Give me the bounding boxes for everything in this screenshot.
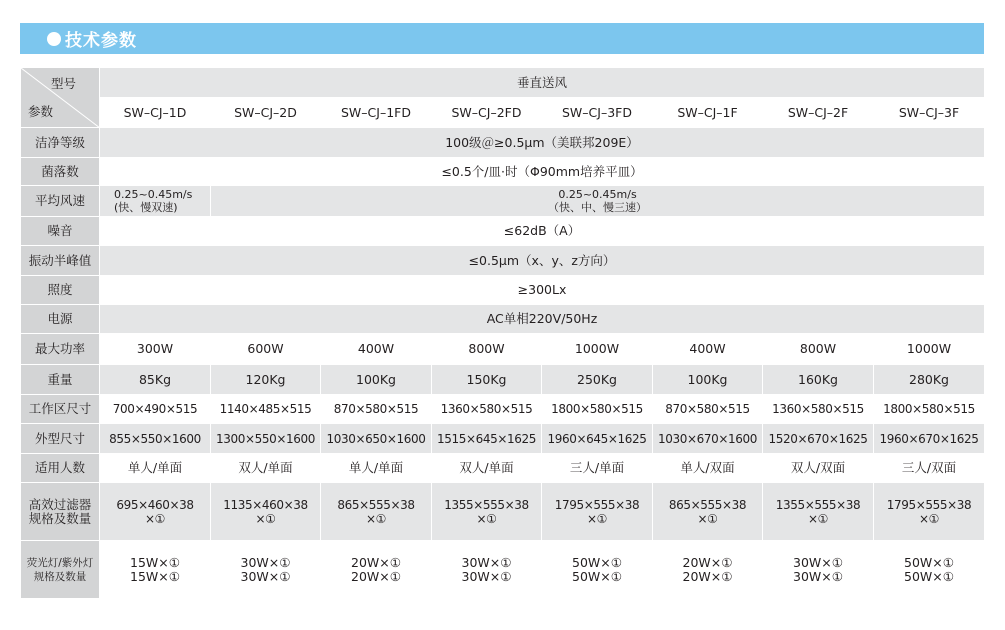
row-label	[21, 483, 100, 541]
illumination-value: ≥300Lx	[100, 276, 985, 305]
row-label: 菌落数	[21, 158, 100, 186]
weight-cell: 150Kg	[432, 365, 542, 395]
table-row	[21, 334, 985, 365]
fluorescent-lamp: 15W×①	[130, 554, 180, 570]
hepa-qty: ×①	[476, 511, 497, 526]
table-row	[21, 395, 985, 424]
max-power-cell: 1000W	[874, 334, 985, 365]
max-power-cell: 600W	[211, 334, 321, 365]
lamps-cell	[100, 541, 211, 599]
users-cell: 三人/双面	[874, 454, 985, 483]
max-power-cell: 300W	[100, 334, 211, 365]
table-row	[21, 217, 985, 246]
hepa-qty: ×①	[365, 511, 386, 526]
row-label: 照度	[21, 276, 100, 305]
model-cell: SW–CJ–1FD	[321, 98, 432, 128]
hepa-label-line1: 高效过滤器	[28, 496, 92, 512]
section-title: 技术参数	[65, 31, 137, 51]
weight-cell: 100Kg	[321, 365, 432, 395]
outer-size-cell: 855×550×1600	[100, 424, 211, 454]
outer-size-cell: 1520×670×1625	[763, 424, 874, 454]
model-cell: SW–CJ–1F	[653, 98, 763, 128]
work-size-cell: 1800×580×515	[542, 395, 653, 424]
hepa-size: 1355×555×38	[444, 497, 529, 512]
lamps-cell	[763, 541, 874, 599]
hepa-cell	[542, 483, 653, 541]
work-size-cell: 1360×580×515	[763, 395, 874, 424]
hepa-cell	[432, 483, 542, 541]
hepa-cell	[321, 483, 432, 541]
work-size-cell: 700×490×515	[100, 395, 211, 424]
weight-cell: 85Kg	[100, 365, 211, 395]
outer-size-cell: 1960×670×1625	[874, 424, 985, 454]
cleanliness-value: 100级＠≥0.5μm（美联邦209E）	[100, 128, 985, 158]
model-cell: SW–CJ–2F	[763, 98, 874, 128]
hepa-cell	[100, 483, 211, 541]
max-power-cell: 800W	[432, 334, 542, 365]
hepa-size: 1795×555×38	[554, 497, 640, 512]
model-cell: SW–CJ–3F	[874, 98, 985, 128]
lamps-cell	[211, 541, 321, 599]
fluorescent-lamp: 30W×①	[240, 554, 291, 570]
fluorescent-lamp: 30W×①	[461, 554, 512, 570]
row-label: 噪音	[21, 217, 100, 246]
vibration-value: ≤0.5μm（x、y、z方向）	[100, 246, 985, 276]
weight-cell: 250Kg	[542, 365, 653, 395]
bullet-dot-icon	[47, 32, 61, 46]
colonies-value: ≤0.5个/皿·时（Φ90mm培养平皿）	[100, 158, 985, 186]
row-label: 外型尺寸	[21, 424, 100, 454]
power-supply-value: AC单相220V/50Hz	[100, 305, 985, 334]
fluorescent-lamp: 50W×①	[904, 554, 954, 570]
hepa-qty: ×①	[586, 511, 607, 526]
model-cell: SW–CJ–3FD	[542, 98, 653, 128]
hepa-qty: ×①	[697, 511, 718, 526]
table-row	[21, 276, 985, 305]
row-label: 洁净等级	[21, 128, 100, 158]
users-cell: 单人/单面	[321, 454, 432, 483]
spec-table	[20, 67, 985, 599]
lamps-cell	[653, 541, 763, 599]
uv-lamp: 30W×①	[461, 568, 512, 584]
users-cell: 单人/双面	[653, 454, 763, 483]
table-row	[21, 365, 985, 395]
wind-speed-dual-line1: 0.25~0.45m/s	[114, 188, 193, 201]
outer-size-cell: 1030×670×1600	[653, 424, 763, 454]
table-row	[21, 186, 985, 217]
corner-param-label: 参数	[28, 104, 54, 119]
users-cell: 单人/单面	[100, 454, 211, 483]
lamps-cell	[874, 541, 985, 599]
outer-size-cell: 1300×550×1600	[211, 424, 321, 454]
row-label: 电源	[21, 305, 100, 334]
uv-lamp: 15W×①	[130, 568, 180, 584]
row-label	[21, 541, 100, 599]
outer-size-cell: 1515×645×1625	[432, 424, 542, 454]
users-cell: 三人/单面	[542, 454, 653, 483]
table-row	[21, 305, 985, 334]
hepa-size: 865×555×38	[337, 497, 415, 512]
work-size-cell: 1800×580×515	[874, 395, 985, 424]
fluorescent-lamp: 50W×①	[572, 554, 622, 570]
table-row	[21, 483, 985, 541]
hepa-qty: ×①	[919, 511, 940, 526]
table-row	[21, 424, 985, 454]
row-label: 适用人数	[21, 454, 100, 483]
table-row	[21, 246, 985, 276]
lamps-cell	[542, 541, 653, 599]
users-cell: 双人/单面	[211, 454, 321, 483]
fluorescent-lamp: 20W×①	[682, 554, 733, 570]
work-size-cell: 870×580×515	[321, 395, 432, 424]
row-label: 重量	[21, 365, 100, 395]
wind-speed-triple-line1: 0.25~0.45m/s	[558, 188, 637, 201]
corner-model-label: 型号	[50, 76, 76, 91]
max-power-cell: 1000W	[542, 334, 653, 365]
table-row	[21, 454, 985, 483]
noise-value: ≤62dB（A）	[100, 217, 985, 246]
users-cell: 双人/双面	[763, 454, 874, 483]
hepa-size: 1135×460×38	[223, 497, 308, 512]
hepa-cell	[653, 483, 763, 541]
outer-size-cell: 1960×645×1625	[542, 424, 653, 454]
wind-speed-triple-line2: （快、中、慢三速）	[548, 201, 647, 214]
weight-cell: 280Kg	[874, 365, 985, 395]
hepa-qty: ×①	[144, 511, 165, 526]
row-label: 工作区尺寸	[21, 395, 100, 424]
work-size-cell: 870×580×515	[653, 395, 763, 424]
hepa-qty: ×①	[807, 511, 828, 526]
max-power-cell: 400W	[321, 334, 432, 365]
uv-lamp: 50W×①	[572, 568, 622, 584]
max-power-cell: 400W	[653, 334, 763, 365]
model-cell: SW–CJ–1D	[100, 98, 211, 128]
table-row	[21, 541, 985, 599]
users-cell: 双人/单面	[432, 454, 542, 483]
uv-lamp: 50W×①	[904, 568, 954, 584]
outer-size-cell: 1030×650×1600	[321, 424, 432, 454]
header-models-row	[21, 98, 985, 128]
hepa-cell	[874, 483, 985, 541]
hepa-cell	[211, 483, 321, 541]
uv-lamp: 30W×①	[240, 568, 291, 584]
header-corner-cell	[21, 68, 100, 128]
section-banner	[20, 23, 984, 54]
work-size-cell: 1360×580×515	[432, 395, 542, 424]
uv-lamp: 20W×①	[682, 568, 733, 584]
wind-speed-dual-line2: (快、慢双速)	[114, 201, 178, 214]
row-label: 平均风速	[21, 186, 100, 217]
lamps-label-line1: 荧光灯/紫外灯	[26, 556, 94, 569]
lamps-cell	[432, 541, 542, 599]
fluorescent-lamp: 20W×①	[351, 554, 401, 570]
weight-cell: 160Kg	[763, 365, 874, 395]
lamps-label-line2: 规格及数量	[33, 570, 87, 583]
model-cell: SW–CJ–2D	[211, 98, 321, 128]
fluorescent-lamp: 30W×①	[793, 554, 843, 570]
hepa-size: 1355×555×38	[775, 497, 861, 512]
hepa-qty: ×①	[255, 511, 276, 526]
wind-speed-triple-cell	[211, 186, 985, 217]
row-label: 最大功率	[21, 334, 100, 365]
table-row	[21, 158, 985, 186]
wind-speed-dual-cell	[100, 186, 211, 217]
hepa-size: 1795×555×38	[886, 497, 972, 512]
weight-cell: 100Kg	[653, 365, 763, 395]
table-row	[21, 128, 985, 158]
header-row-group	[21, 68, 985, 98]
weight-cell: 120Kg	[211, 365, 321, 395]
hepa-size: 865×555×38	[668, 497, 747, 512]
work-size-cell: 1140×485×515	[211, 395, 321, 424]
max-power-cell: 800W	[763, 334, 874, 365]
model-cell: SW–CJ–2FD	[432, 98, 542, 128]
lamps-cell	[321, 541, 432, 599]
row-label: 振动半峰值	[21, 246, 100, 276]
hepa-cell	[763, 483, 874, 541]
uv-lamp: 20W×①	[351, 568, 401, 584]
header-group-label: 垂直送风	[100, 68, 985, 98]
uv-lamp: 30W×①	[793, 568, 843, 584]
hepa-size: 695×460×38	[116, 497, 194, 512]
hepa-label-line2: 规格及数量	[28, 510, 92, 526]
